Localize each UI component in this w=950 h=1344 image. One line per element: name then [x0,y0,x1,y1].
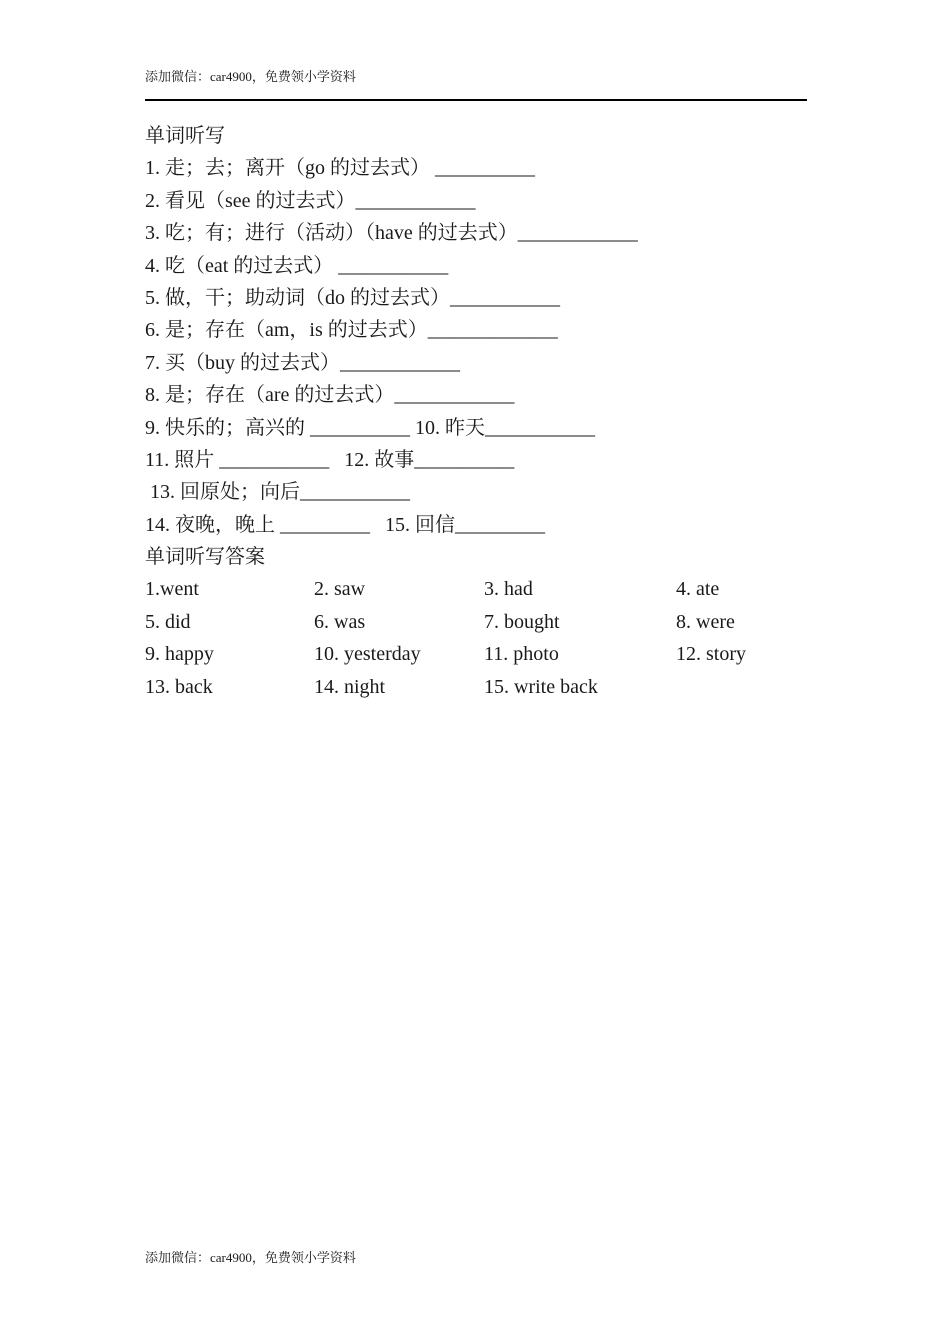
answer-item: 12. story [676,643,746,666]
dictation-line: 11. 照片 ___________ 12. 故事__________ [145,448,515,471]
answer-item: 4. ate [676,578,720,601]
dictation-line: 8. 是；存在（are 的过去式）____________ [145,384,515,407]
dictation-line: 7. 买（buy 的过去式）____________ [145,351,460,374]
dictation-line: 9. 快乐的；高兴的 __________ 10. 昨天___________ [145,416,595,439]
answers-title: 单词听写答案 [145,546,265,569]
page-header: 添加微信：car4900，免费领小学资料 [145,69,356,84]
dictation-line: 6. 是；存在（am，is 的过去式）_____________ [145,319,558,342]
dictation-line: 13. 回原处；向后___________ [145,481,410,504]
answer-item: 2. saw [314,578,366,601]
dictation-line: 3. 吃；有；进行（活动）（have 的过去式）____________ [145,222,638,245]
answer-item: 5. did [145,610,191,633]
answer-item: 6. was [314,610,366,633]
answer-item: 15. write back [484,675,598,698]
answers-grid [145,573,807,703]
page-footer: 添加微信：car4900，免费领小学资料 [145,1250,356,1265]
answer-item: 11. photo [484,643,559,666]
header-divider [145,99,807,101]
worksheet-body [145,120,807,703]
dictation-line: 14. 夜晚，晚上 _________ 15. 回信_________ [145,513,545,536]
dictation-line: 4. 吃（eat 的过去式） ___________ [145,254,449,277]
dictation-title: 单词听写 [145,125,225,147]
answer-item: 14. night [314,675,386,698]
dictation-line: 5. 做，干；助动词（do 的过去式）___________ [145,286,560,309]
dictation-line: 2. 看见（see 的过去式）____________ [145,189,476,212]
answer-item: 13. back [145,675,213,698]
answer-item: 1.went [145,578,199,601]
answer-item: 3. had [484,578,533,601]
answer-item: 7. bought [484,610,560,633]
answer-item: 9. happy [145,643,214,666]
answer-item: 10. yesterday [314,643,421,666]
dictation-line: 1. 走；去；离开（go 的过去式） __________ [145,157,535,180]
answer-item: 8. were [676,610,735,633]
